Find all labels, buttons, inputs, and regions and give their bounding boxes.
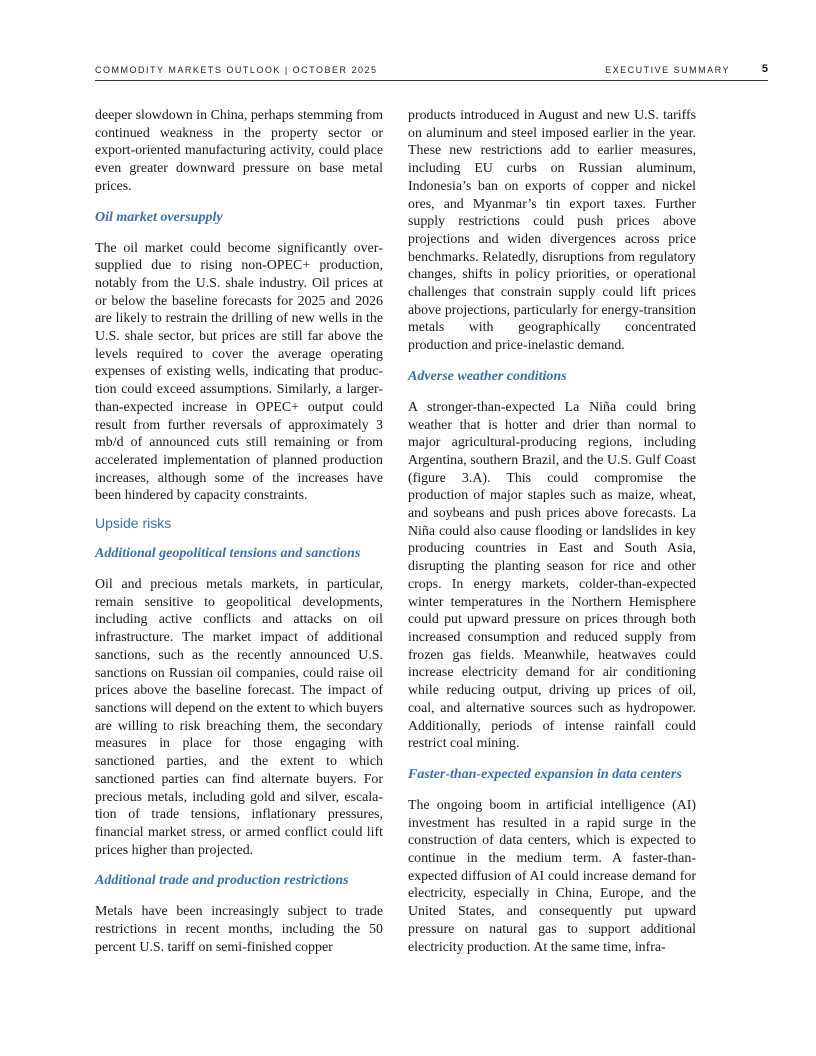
heading-adverse-weather: Adverse weather conditions: [408, 368, 567, 384]
paragraph-trade-restrictions: Metals have been increasingly subject to trade restrictions in recent months, including the 50 percent U.S. tariff on semi-finished copper: [95, 904, 383, 955]
left-column: [95, 107, 383, 956]
paragraph-china-slowdown: deeper slowdown in China, perhaps stemming from continued weakness in the property sector or export-oriented manufacturing activity, could place even greater downward pressure on base metal prices.: [95, 108, 383, 194]
right-column: [408, 107, 696, 956]
running-header: [95, 64, 768, 81]
paragraph-data-centers: The ongoing boom in artificial intelligence (AI) investment has resulted in a rapid surge in the construction of data centers, which is expected to continue in the medium term. A faster-than-expected diffusion of AI could increase demand for electricity, especially in China, Europe, and the United States, and consequently put upward pressure on natural gas to support additional electricity production. At the same time, infra-: [408, 797, 696, 955]
heading-trade-restrictions: Additional trade and production restrictions: [95, 873, 349, 889]
paragraph-oil-oversupply: The oil market could become significantly oversupplied due to rising non-OPEC+ production, notably from the U.S. shale industry. Oil prices at or below the baseline forecasts for 2025 and 2026 are likely to restrain the drilling of new wells in the U.S. shale sector, but prices are still far above the levels required to cover the average operating expenses of existing wells, indicating that production could exceed assumptions. Similarly, a larger-than-expected increase in OPEC+ output could result from further reversals of approximately 3 mb/d of announced cuts still remaining or from accelerated implementation of planned production increases, although some of the increases have been hindered by capacity constraints.: [95, 240, 383, 504]
heading-upside-risks: Upside risks: [95, 515, 172, 532]
heading-data-centers: Faster-than-expected expansion in data centers: [408, 766, 682, 782]
paragraph-geopolitical: Oil and precious metals markets, in particular, remain sensitive to geopolitical developments, including active conflicts and attacks on oil infrastructure. The market impact of additional sanctions, such as the recently announced U.S. sanctions on Russian oil companies, could raise oil prices above the baseline forecast. The impact of sanctions will depend on the extent to which buyers are willing to risk breaching them, the secondary measures in place for those engaging with sanctioned parties, and the extent to which sanctioned parties can find alternate buyers. For precious metals, including gold and silver, escalation of trade tensions, inflationary pressures, financial market stress, or armed conflict could lift prices higher than projected.: [95, 577, 383, 858]
section-title: EXECUTIVE SUMMARY: [605, 65, 730, 75]
heading-geopolitical-tensions: Additional geopolitical tensions and sanctions: [95, 546, 361, 562]
heading-oil-market-oversupply: Oil market oversupply: [95, 209, 223, 225]
paragraph-adverse-weather: A stronger-than-expected La Niña could bring weather that is hotter and drier than normal to major agricultural-producing regions, including Argentina, southern Brazil, and the U.S. Gulf Coast (figure 3.A). This could compromise the production of major staples such as maize, wheat, and soybeans and push prices above forecasts. La Niña could also cause flooding or landslides in key producing countries in East and South Asia, disrupting the planting season for rice and other crops. In energy markets, colder-than-expected winter temperatures in the Northern Hemisphere could put upward pressure on prices through both increased consumption and reduced supply from frozen gas fields. Meanwhile, heatwaves could increase electricity demand for air conditioning while reducing output, driving up prices of oil, coal, and alternative sources such as hydropower. Additionally, periods of intense rainfall could restrict coal mining.: [408, 399, 696, 752]
paragraph-trade-continued: products introduced in August and new U.S. tariffs on aluminum and steel imposed earlier in the year. These new restrictions add to earlier measures, including EU curbs on Russian aluminum, Indonesia’s ban on exports of copper and nickel ores, and Myanmar’s tin export taxes. Further supply restrictions could push prices above projections and widen divergences across price benchmarks. Relatedly, disruptions from regulatory changes, shifts in policy priorities, or operational challenges that constrain supply could lift prices above projections, particularly for energy-transition metals with geographically concentrated production and price-inelastic demand.: [408, 108, 696, 354]
publication-title: COMMODITY MARKETS OUTLOOK | OCTOBER 2025: [95, 65, 378, 75]
page-number: 5: [761, 63, 768, 75]
